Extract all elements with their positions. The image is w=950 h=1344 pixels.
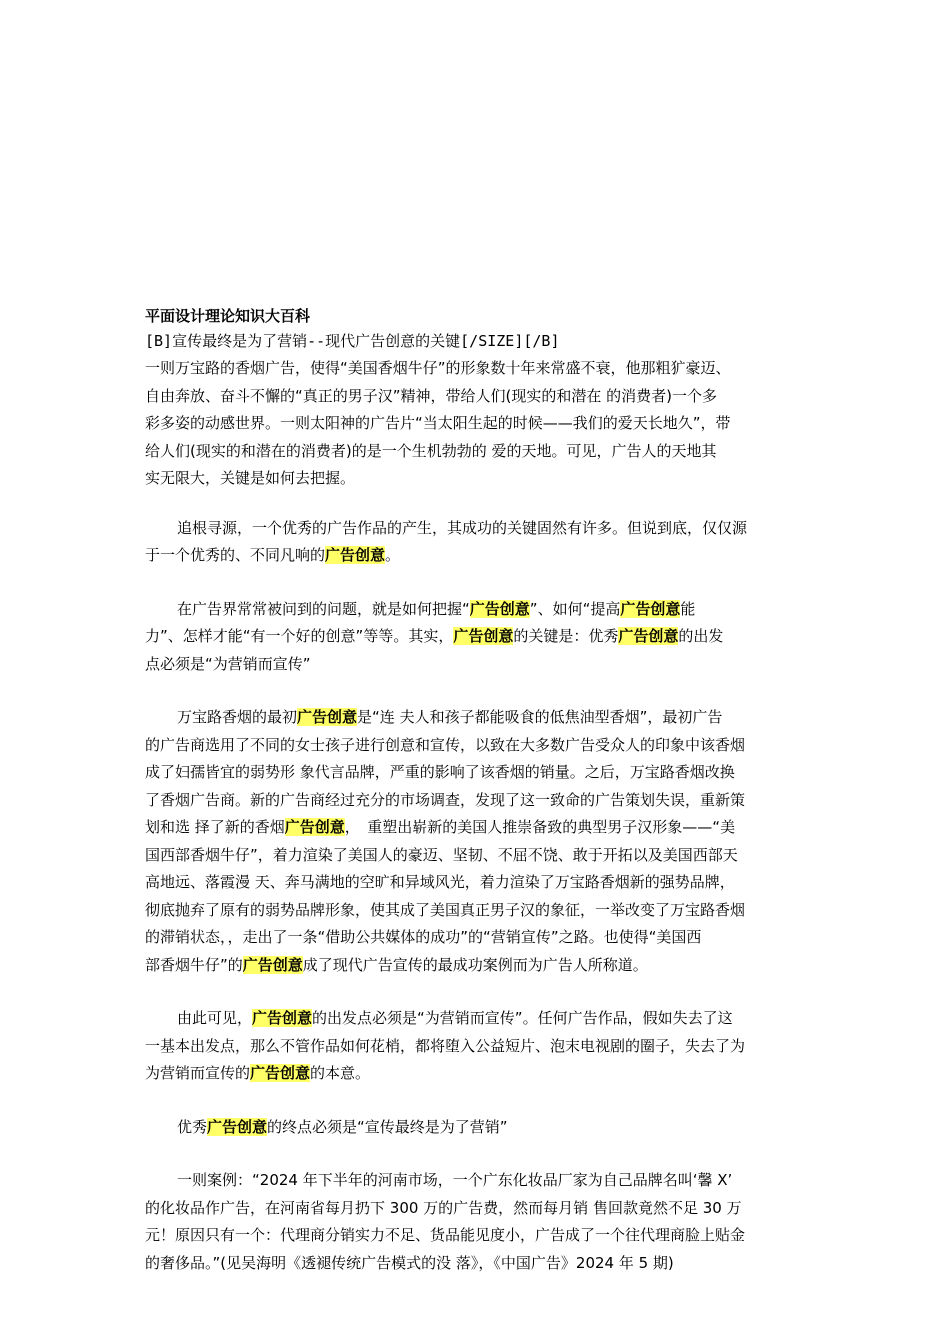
text-run: 划和选 择了新的香烟 xyxy=(145,818,285,836)
text-run: 成了现代广告宣传的最成功案例而为广告人所称道。 xyxy=(302,955,648,974)
text-line: 给人们(现实的和潜在的消费者)的是一个生机勃勃的 爱的天地。可见，广告人的天地其 xyxy=(145,441,717,460)
highlighted-keyword: 广告创意 xyxy=(242,955,303,974)
highlighted-keyword: 广告创意 xyxy=(250,1064,311,1082)
text-run: 。 xyxy=(385,546,401,564)
paragraph-cosmetics-case xyxy=(145,1167,817,1277)
text-line xyxy=(145,596,817,624)
text-run: 在广告界常常被问到的问题，就是如何把握“ xyxy=(177,599,470,618)
highlighted-keyword: 广告创意 xyxy=(453,627,514,645)
text-line: 成了妇孺皆宜的弱势形 象代言品牌，严重的影响了该香烟的销量。之后，万宝路香烟改换 xyxy=(145,763,735,781)
highlighted-keyword: 广告创意 xyxy=(284,818,345,836)
paragraph-conclusion xyxy=(145,1005,817,1088)
highlighted-keyword: 广告创意 xyxy=(618,627,679,645)
document-subheading: [B]宣传最终是为了营销--现代广告创意的关键[/SIZE][/B] xyxy=(145,332,560,350)
text-line xyxy=(145,1060,817,1088)
text-line xyxy=(145,542,817,570)
text-line xyxy=(145,952,817,980)
text-line: 自由奔放、奋斗不懈的“真正的男子汉”精神，带给人们(现实的和潜在 的消费者)一个多 xyxy=(145,386,718,405)
text-line: 的广告商选用了不同的女士孩子进行创意和宣传，以致在大多数广告受众人的印象中该香烟 xyxy=(145,735,746,754)
text-run: 力”、怎样才能“有一个好的创意”等等。其实， xyxy=(145,627,454,645)
text-run: 是“连 夫人和孩子都能吸食的低焦油型香烟”，最初广告 xyxy=(357,708,723,726)
text-line: 一基本出发点，那么不管作品如何花梢，都将堕入公益短片、泡末电视剧的圈子，失去了为 xyxy=(145,1036,746,1055)
text-run: ， 重塑出崭新的美国人推崇备致的典型男子汉形象——“美 xyxy=(344,818,736,836)
text-line: 点必须是“为营销而宣传” xyxy=(145,654,311,673)
text-run: 优秀 xyxy=(177,1117,208,1136)
text-line: 的奢侈品。”(见吴海明《透褪传统广告模式的没 落》，《中国广告》2024 年 5 期) xyxy=(145,1253,674,1272)
text-run: 于一个优秀的、不同凡响的 xyxy=(145,546,326,564)
text-line: 了香烟广告商。新的广告商经过充分的市场调查，发现了这一致命的广告策划失误，重新策 xyxy=(145,790,746,809)
text-line: 元！原因只有一个：代理商分销实力不足、货品能见度小，广告成了一个往代理商脸上贴金 xyxy=(145,1226,746,1244)
text-run: 的出发 xyxy=(678,627,724,645)
text-line: 的化妆品作广告，在河南省每月扔下 300 万的广告费，然而每月销 售回款竟然不足 30 万 xyxy=(145,1198,742,1217)
text-line xyxy=(145,1005,817,1033)
text-run: 的出发点必须是“为营销而宣传”。任何广告作品，假如失去了这 xyxy=(312,1009,733,1027)
highlighted-keyword: 广告创意 xyxy=(325,546,386,564)
text-run: 的终点必须是“宣传最终是为了营销” xyxy=(267,1117,508,1136)
paragraph-endpoint xyxy=(145,1114,817,1142)
text-line: 一则万宝路的香烟广告，使得“美国香烟牛仔”的形象数十年来常盛不衰，他那粗犷豪迈、 xyxy=(145,359,731,377)
text-line xyxy=(145,814,817,842)
text-run: 为营销而宣传的 xyxy=(145,1064,251,1082)
text-line: 彻底抛弃了原有的弱势品牌形象，使其成了美国真正男子汉的象征，一举改变了万宝路香烟 xyxy=(145,900,746,919)
highlighted-keyword: 广告创意 xyxy=(620,599,681,618)
text-run: 的关键是：优秀 xyxy=(513,627,619,645)
document-title: 平面设计理论知识大百科 xyxy=(145,307,311,325)
text-run: 能 xyxy=(680,599,696,618)
text-line xyxy=(145,623,817,651)
highlighted-keyword: 广告创意 xyxy=(469,599,530,618)
paragraph-question xyxy=(145,596,817,679)
text-run: ”、如何“提高 xyxy=(529,599,621,618)
highlighted-keyword: 广告创意 xyxy=(207,1117,268,1136)
text-line: 追根寻源，一个优秀的广告作品的产生，其成功的关键固然有许多。但说到底，仅仅源 xyxy=(177,518,748,537)
paragraph-origin xyxy=(145,515,817,570)
text-run: 由此可见， xyxy=(177,1009,253,1027)
text-line xyxy=(145,704,817,732)
text-line xyxy=(145,1114,817,1142)
paragraph-intro xyxy=(145,355,817,493)
text-line: 彩多姿的动感世界。一则太阳神的广告片“当太阳生起的时候——我们的爱天长地久”，带 xyxy=(145,414,731,432)
document-body xyxy=(145,304,817,1277)
paragraph-marlboro-case xyxy=(145,704,817,979)
text-line: 实无限大，关键是如何去把握。 xyxy=(145,469,356,487)
text-line: 一则案例：“2024 年下半年的河南市场，一个广东化妆品厂家为自己品牌名叫‘馨 X’ xyxy=(177,1171,733,1189)
highlighted-keyword: 广告创意 xyxy=(252,1009,313,1027)
highlighted-keyword: 广告创意 xyxy=(297,708,358,726)
text-line: 的滞销状态，，走出了一条“借助公共媒体的成功”的“营销宣传”之路。也使得“美国西 xyxy=(145,928,702,946)
text-run: 的本意。 xyxy=(310,1064,371,1082)
text-run: 万宝路香烟的最初 xyxy=(177,708,298,726)
text-line: 高地远、落霞漫 天、奔马满地的空旷和异域风光，着力渲染了万宝路香烟新的强势品牌， xyxy=(145,873,735,891)
text-run: 部香烟牛仔”的 xyxy=(145,955,243,974)
text-line: 国西部香烟牛仔”，着力渲染了美国人的豪迈、坚韧、不屈不饶、敢于开拓以及美国西部天 xyxy=(145,845,738,864)
